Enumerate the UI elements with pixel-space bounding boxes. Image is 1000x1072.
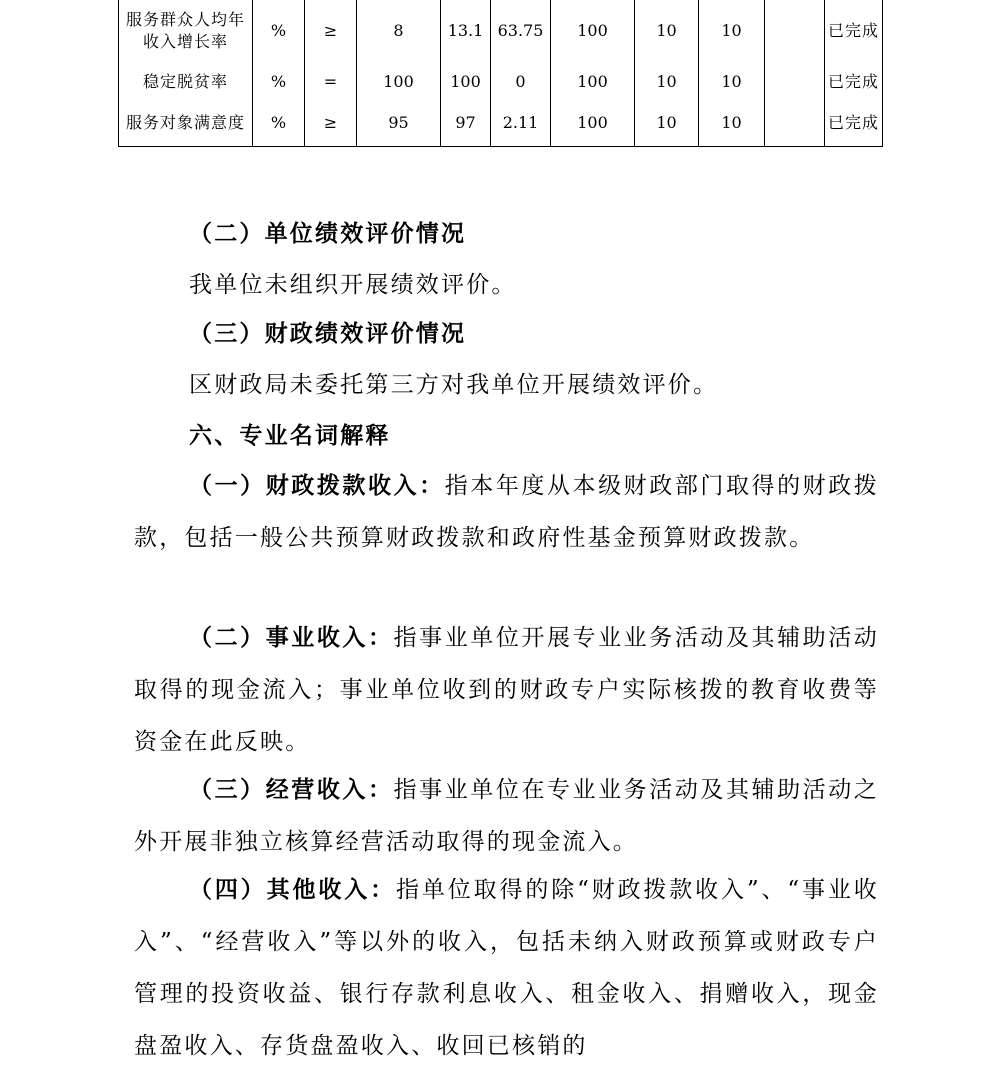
actual-value-cell: 97	[441, 100, 491, 147]
actual-value-cell: 100	[441, 64, 491, 100]
unit-cell: %	[253, 64, 305, 100]
unit-cell: %	[253, 100, 305, 147]
glossary-entry	[134, 612, 879, 768]
paragraph-fiscal-evaluation: 区财政局未委托第三方对我单位开展绩效评价。	[189, 372, 719, 398]
glossary-definition: 指事业单位开展专业业务活动及其辅助活动取得的现金流入；事业单位收到的财政专户实际核拨的教育收费等资金在此反映。	[134, 625, 879, 755]
unit-cell: %	[253, 0, 305, 64]
table-row	[119, 64, 883, 100]
status-cell: 已完成	[825, 0, 883, 64]
paragraph-unit-evaluation: 我单位未组织开展绩效评价。	[189, 272, 517, 298]
glossary-term: （一）财政拨款收入：	[189, 472, 445, 499]
glossary-entry	[134, 460, 879, 564]
deviation-cell: 0	[491, 64, 551, 100]
status-cell: 已完成	[825, 100, 883, 147]
glossary-definition: 指本年度从本级财政部门取得的财政拨款，包括一般公共预算财政拨款和政府性基金预算财政拨款。	[134, 473, 880, 551]
performance-indicator-table	[118, 0, 883, 147]
score-cell: 10	[699, 100, 765, 147]
deviation-cell: 63.75	[491, 0, 551, 64]
table-row	[119, 0, 883, 64]
glossary-term: （三）经营收入：	[189, 776, 394, 803]
status-cell: 已完成	[825, 64, 883, 100]
deviation-cell: 2.11	[491, 100, 551, 147]
actual-value-cell: 13.1	[441, 0, 491, 64]
operator-cell: ≥	[305, 100, 357, 147]
glossary-entry	[134, 764, 879, 868]
glossary-term: （二）事业收入：	[189, 624, 394, 651]
completion-cell: 100	[551, 100, 635, 147]
operator-cell: =	[305, 64, 357, 100]
reason-cell	[765, 100, 825, 147]
glossary-term: （四）其他收入：	[189, 876, 396, 903]
section-heading-unit-evaluation: （二）单位绩效评价情况	[189, 220, 467, 247]
weight-cell: 10	[635, 64, 699, 100]
score-cell: 10	[699, 0, 765, 64]
indicator-name-cell: 稳定脱贫率	[119, 64, 253, 100]
target-value-cell: 100	[357, 64, 441, 100]
weight-cell: 10	[635, 0, 699, 64]
indicator-name-cell: 服务对象满意度	[119, 100, 253, 147]
glossary-definition: 指单位取得的除“财政拨款收入”、“事业收入”、“经营收入”等以外的收入，包括未纳入财政预算或财政专户管理的投资收益、银行存款利息收入、租金收入、捐赠收入，现金盘盈收入、存货盘盈收入、收回已核销的	[134, 877, 879, 1059]
chapter-heading-glossary: 六、专业名词解释	[189, 422, 391, 449]
reason-cell	[765, 0, 825, 64]
completion-cell: 100	[551, 0, 635, 64]
indicator-name-cell: 服务群众人均年收入增长率	[119, 0, 253, 64]
target-value-cell: 8	[357, 0, 441, 64]
completion-cell: 100	[551, 64, 635, 100]
score-cell: 10	[699, 64, 765, 100]
section-heading-fiscal-evaluation: （三）财政绩效评价情况	[189, 320, 467, 347]
target-value-cell: 95	[357, 100, 441, 147]
table-row	[119, 100, 883, 147]
glossary-entry	[134, 864, 879, 1072]
weight-cell: 10	[635, 100, 699, 147]
glossary-definition: 指事业单位在专业业务活动及其辅助活动之外开展非独立核算经营活动取得的现金流入。	[134, 777, 879, 855]
operator-cell: ≥	[305, 0, 357, 64]
reason-cell	[765, 64, 825, 100]
